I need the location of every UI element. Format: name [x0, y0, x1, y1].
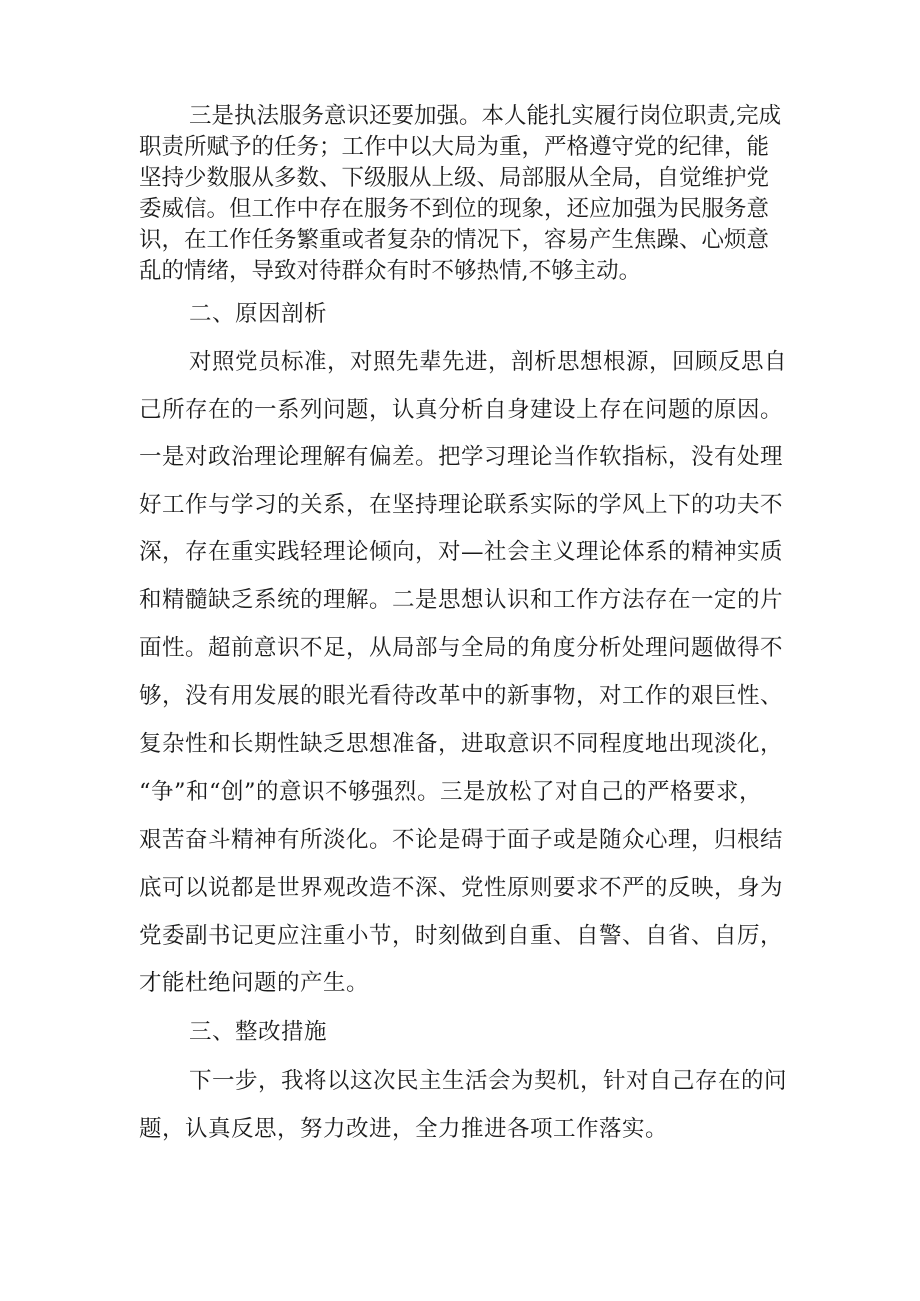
- paragraph-line: 够，没有用发展的眼光看待改革中的新事物，对工作的艰巨性、: [139, 683, 784, 709]
- section-heading-cause-analysis: 二、原因剖析: [189, 301, 328, 327]
- paragraph-line: 职责所赋予的任务；工作中以大局为重，严格遵守党的纪律，能: [139, 134, 770, 160]
- paragraph-line: 委威信。但工作中存在服务不到位的现象，还应加强为民服务意: [139, 196, 770, 222]
- paragraph-line: 一是对政治理论理解有偏差。把学习理论当作软指标，没有处理: [139, 444, 784, 470]
- paragraph-line: 艰苦奋斗精神有所淡化。不论是碍于面子或是随众心理，归根结: [139, 827, 784, 853]
- paragraph-line: 识，在工作任务繁重或者复杂的情况下，容易产生焦躁、心烦意: [139, 227, 770, 253]
- paragraph-line: 复杂性和长期性缺乏思想准备，进取意识不同程度地出现淡化，: [139, 731, 784, 757]
- paragraph-line: 下一步，我将以这次民主生活会为契机，针对自己存在的问: [189, 1068, 788, 1094]
- paragraph-line: 党委副书记更应注重小节，时刻做到自重、自警、自省、自厉，: [139, 923, 784, 949]
- paragraph-line: 三是执法服务意识还要加强。本人能扎实履行岗位职责,完成: [189, 103, 782, 129]
- paragraph-line: 才能杜绝问题的产生。: [139, 970, 370, 996]
- paragraph-line: 深，存在重实践轻理论倾向，对—社会主义理论体系的精神实质: [139, 539, 784, 565]
- paragraph-line: 乱的情绪，导致对待群众有时不够热情,不够主动。: [139, 258, 642, 284]
- paragraph-line: 己所存在的一系列问题，认真分析自身建设上存在问题的原因。: [139, 397, 784, 423]
- section-heading-rectification-measures: 三、整改措施: [189, 1019, 328, 1045]
- paragraph-line: 题，认真反思，努力改进，全力推进各项工作落实。: [139, 1116, 669, 1142]
- paragraph-line: 对照党员标准，对照先辈先进，剖析思想根源，回顾反思自: [189, 349, 788, 375]
- paragraph-line: 好工作与学习的关系，在坚持理论联系实际的学风上下的功夫不: [139, 492, 784, 518]
- paragraph-line: 坚持少数服从多数、下级服从上级、局部服从全局，自觉维护党: [139, 165, 770, 191]
- paragraph-line: 和精髓缺乏系统的理解。二是思想认识和工作方法存在一定的片: [139, 587, 784, 613]
- paragraph-line: 面性。超前意识不足，从局部与全局的角度分析处理问题做得不: [139, 635, 784, 661]
- paragraph-line: “争”和“创”的意识不够强烈。三是放松了对自己的严格要求，: [139, 779, 763, 805]
- paragraph-line: 底可以说都是世界观改造不深、党性原则要求不严的反映，身为: [139, 875, 784, 901]
